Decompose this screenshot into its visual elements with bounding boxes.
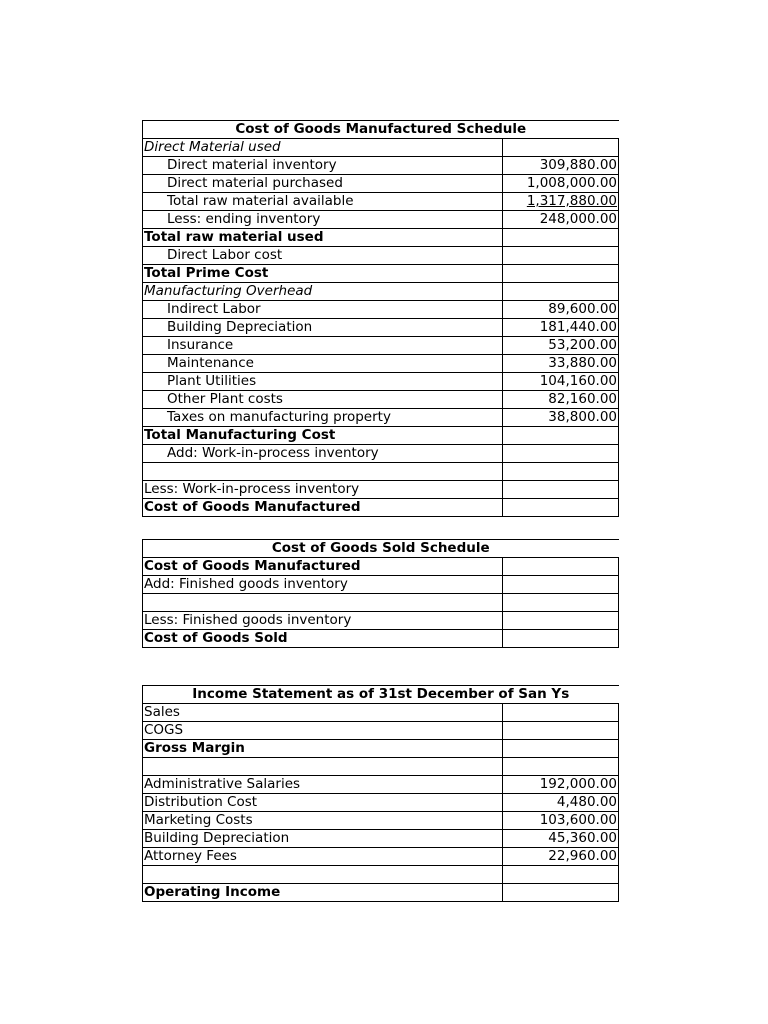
row-amount: [503, 704, 619, 722]
amount-value: 33,880.00: [548, 355, 618, 371]
row-amount: [503, 794, 619, 812]
row-label: Cost of Goods Manufactured: [143, 558, 503, 576]
amount-value: 181,440.00: [539, 319, 618, 335]
row-label: Add: Finished goods inventory: [143, 576, 503, 594]
amount-value: 248,000.00: [539, 211, 618, 227]
table-row: [143, 211, 619, 229]
amount-value: 82,160.00: [548, 391, 618, 407]
table-row: [143, 283, 619, 301]
table-row: [143, 558, 619, 576]
row-amount: [503, 866, 619, 884]
row-amount: [503, 812, 619, 830]
amount-value: 103,600.00: [539, 812, 618, 828]
row-label: Gross Margin: [143, 740, 503, 758]
table-title-row: [143, 121, 619, 139]
table-title-row: [143, 686, 619, 704]
row-label: Maintenance: [143, 355, 503, 373]
amount-value: 89,600.00: [548, 301, 618, 317]
row-amount: [503, 193, 619, 211]
amount-value: 1,008,000.00: [526, 175, 618, 191]
row-label: Attorney Fees: [143, 848, 503, 866]
table-row: [143, 427, 619, 445]
amount-value: 22,960.00: [548, 848, 618, 864]
row-label: Building Depreciation: [143, 319, 503, 337]
row-amount: [503, 630, 619, 648]
row-label: Taxes on manufacturing property: [143, 409, 503, 427]
row-amount: [503, 337, 619, 355]
row-label: Insurance: [143, 337, 503, 355]
row-amount: [503, 848, 619, 866]
table-row: [143, 193, 619, 211]
row-label: COGS: [143, 722, 503, 740]
row-label: Direct material inventory: [143, 157, 503, 175]
row-label: Total Manufacturing Cost: [143, 427, 503, 445]
table-row: [143, 157, 619, 175]
table-title: Income Statement as of 31st December of San Ys: [143, 686, 619, 704]
row-amount: [503, 157, 619, 175]
table-row: [143, 499, 619, 517]
row-amount: [503, 409, 619, 427]
row-label: Building Depreciation: [143, 830, 503, 848]
table-row: [143, 265, 619, 283]
amount-value: 1,317,880.00: [526, 193, 618, 209]
table-row: [143, 848, 619, 866]
row-amount: [503, 265, 619, 283]
row-label: Total Prime Cost: [143, 265, 503, 283]
table-row: [143, 776, 619, 794]
row-amount: [503, 740, 619, 758]
amount-value: 53,200.00: [548, 337, 618, 353]
row-label: Total raw material available: [143, 193, 503, 211]
row-label: Cost of Goods Manufactured: [143, 499, 503, 517]
row-amount: [503, 445, 619, 463]
row-amount: [503, 301, 619, 319]
row-label: [143, 463, 503, 481]
table-row: [143, 612, 619, 630]
row-label: [143, 758, 503, 776]
row-amount: [503, 463, 619, 481]
amount-value: 192,000.00: [539, 776, 618, 792]
amount-value: 4,480.00: [556, 794, 618, 810]
row-amount: [503, 355, 619, 373]
amount-value: 309,880.00: [539, 157, 618, 173]
table-row: [143, 594, 619, 612]
table-row: [143, 337, 619, 355]
row-amount: [503, 758, 619, 776]
row-amount: [503, 229, 619, 247]
table-row: [143, 794, 619, 812]
row-label: Direct Labor cost: [143, 247, 503, 265]
row-amount: [503, 722, 619, 740]
table-row: [143, 301, 619, 319]
row-amount: [503, 884, 619, 902]
row-label: Direct Material used: [143, 139, 503, 157]
table-row: [143, 445, 619, 463]
row-amount: [503, 558, 619, 576]
row-amount: [503, 319, 619, 337]
table-row: [143, 758, 619, 776]
row-amount: [503, 175, 619, 193]
table-row: [143, 409, 619, 427]
table-row: [143, 740, 619, 758]
row-label: Direct material purchased: [143, 175, 503, 193]
cost-of-goods-sold-schedule: [142, 539, 619, 648]
row-label: Cost of Goods Sold: [143, 630, 503, 648]
row-label: Less: ending inventory: [143, 211, 503, 229]
row-amount: [503, 576, 619, 594]
row-label: Sales: [143, 704, 503, 722]
table-row: [143, 319, 619, 337]
table-row: [143, 630, 619, 648]
table-row: [143, 576, 619, 594]
table-row: [143, 139, 619, 157]
row-amount: [503, 481, 619, 499]
row-amount: [503, 427, 619, 445]
row-amount: [503, 499, 619, 517]
row-label: Distribution Cost: [143, 794, 503, 812]
row-amount: [503, 139, 619, 157]
row-label: Operating Income: [143, 884, 503, 902]
table-row: [143, 866, 619, 884]
income-statement: [142, 685, 619, 902]
table-row: [143, 391, 619, 409]
table-row: [143, 812, 619, 830]
row-label: Marketing Costs: [143, 812, 503, 830]
row-amount: [503, 830, 619, 848]
table-row: [143, 247, 619, 265]
row-label: Plant Utilities: [143, 373, 503, 391]
row-amount: [503, 776, 619, 794]
row-amount: [503, 283, 619, 301]
row-label: Total raw material used: [143, 229, 503, 247]
row-label: Less: Work-in-process inventory: [143, 481, 503, 499]
table-row: [143, 355, 619, 373]
table-title-row: [143, 540, 619, 558]
row-amount: [503, 594, 619, 612]
cost-of-goods-manufactured-schedule: [142, 120, 619, 517]
table-row: [143, 175, 619, 193]
table-title: Cost of Goods Sold Schedule: [143, 540, 619, 558]
row-label: Less: Finished goods inventory: [143, 612, 503, 630]
row-label: Administrative Salaries: [143, 776, 503, 794]
row-amount: [503, 211, 619, 229]
row-label: Manufacturing Overhead: [143, 283, 503, 301]
row-label: Other Plant costs: [143, 391, 503, 409]
row-label: Indirect Labor: [143, 301, 503, 319]
table-row: [143, 229, 619, 247]
row-amount: [503, 391, 619, 409]
row-label: [143, 866, 503, 884]
row-amount: [503, 247, 619, 265]
table-row: [143, 704, 619, 722]
row-label: Add: Work-in-process inventory: [143, 445, 503, 463]
amount-value: 104,160.00: [539, 373, 618, 389]
table-row: [143, 884, 619, 902]
table-row: [143, 830, 619, 848]
row-label: [143, 594, 503, 612]
amount-value: 45,360.00: [548, 830, 618, 846]
amount-value: 38,800.00: [548, 409, 618, 425]
table-row: [143, 463, 619, 481]
table-row: [143, 373, 619, 391]
row-amount: [503, 612, 619, 630]
table-row: [143, 722, 619, 740]
row-amount: [503, 373, 619, 391]
table-row: [143, 481, 619, 499]
table-title: Cost of Goods Manufactured Schedule: [143, 121, 619, 139]
